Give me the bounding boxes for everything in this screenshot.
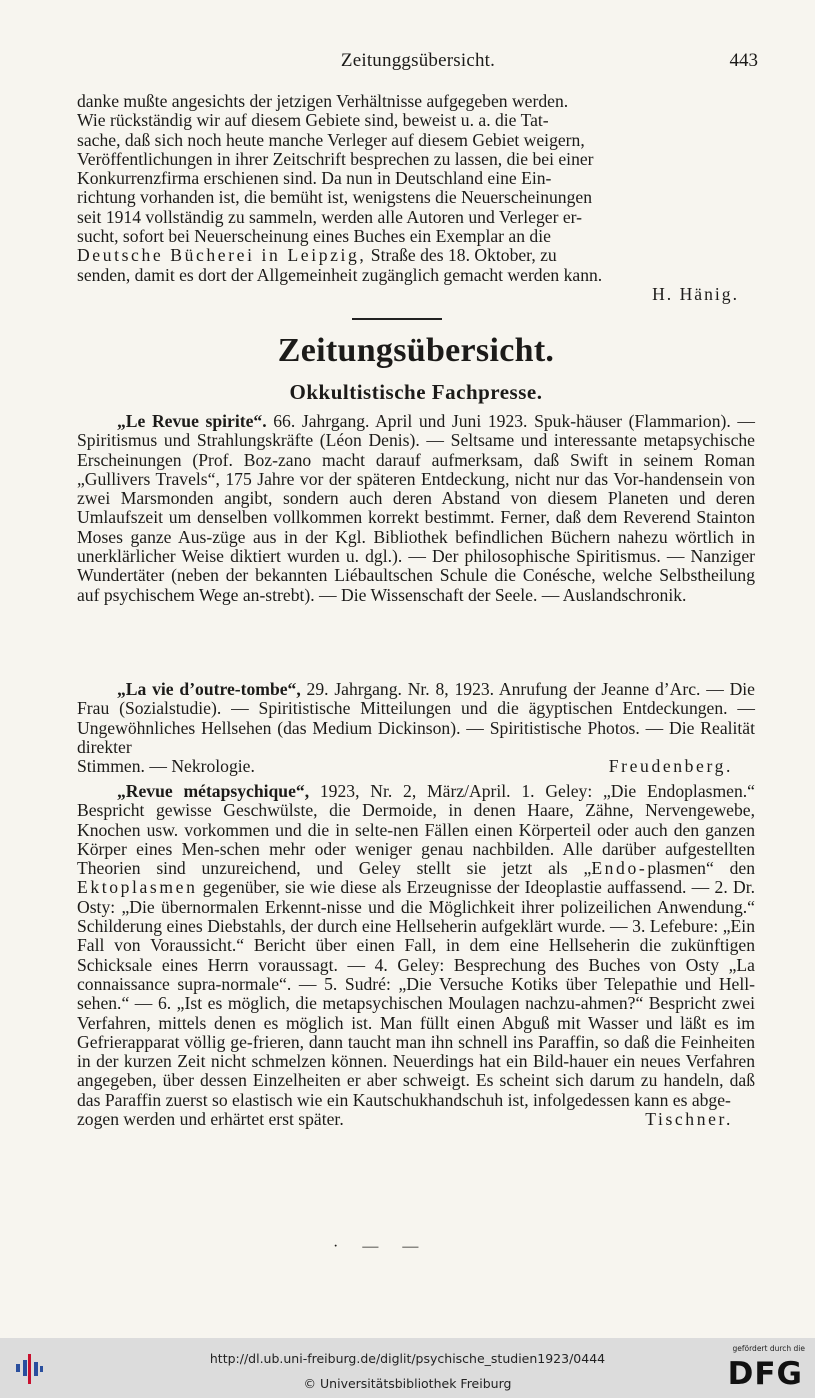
copyright-notice: © Universitätsbibliothek Freiburg (303, 1376, 512, 1391)
journal-title: „La vie d’outre-tombe“, (117, 679, 301, 699)
entry-text-end: zogen werden und erhärtet erst später. (77, 1109, 344, 1130)
intro-line: sucht, sofort bei Neuerscheinung eines Buches ein Exemplar an die (77, 226, 551, 247)
library-name: Deutsche Bücherei in Leipzig, (77, 245, 367, 266)
dfg-logo-text: DFG (727, 1356, 803, 1392)
permalink-url[interactable]: http://dl.ub.uni-freiburg.de/diglit/psychische_studien1923/0444 (209, 1351, 606, 1366)
entry-text: plasmen“ den (647, 858, 755, 879)
intro-paragraph (77, 92, 755, 304)
entry-paragraph (77, 412, 755, 605)
entry-revue-metapsychique (77, 782, 755, 1129)
end-marks: · — — (333, 1238, 429, 1255)
dfg-tagline: gefördert durch die (732, 1344, 805, 1353)
page-number: 443 (729, 50, 758, 71)
intro-line: sache, daß sich noch heute manche Verleger auf diesem Gebiet weigern, (77, 129, 585, 150)
spaced-term: Ektoplasmen (77, 877, 198, 898)
intro-line: Veröffentlichungen in ihrer Zeitschrift besprechen zu lassen, die bei einer (77, 148, 594, 169)
entry-text: gegenüber, sie wie diese als Erzeugnisse der Ideoplastie auffassend. — 2. Dr. Osty: „Die übernormalen Erkennt-nisse und die Möglichkeit ihrer polizeilichen Anwendung.“ Schilderung eines Diebstahls, der durch eine Hellseherin aufgeklärt wurde. — 3. Lefebure: „Ein Fall von Voraussicht.“ Bericht über einen Fall, in dem eine Hellseherin die zukünftigen Schicksale eines Herrn voraussagt. — 4. Geley: Besprechung des Buches von Osty „La connaissance supra-normale“. — 5. Sudré: „Die Versuche Kotiks über Telepathie und Hell-sehen.“ — 6. „Ist es möglich, die metapsychischen Moulagen nachzu-ahmen?“ Bespricht zwei Verfahren, mittels denen es möglich ist. Man füllt einen Abguß mit Wasser und läßt es im Gefrierapparat völlig ge-frieren, dann taucht man ihn schnell ins Paraffin, so daß die Feinheiten in der kurzen Zeit nicht schmelzen können. Neuerdings hat ein Bild-hauer ein neues Verfahren angegeben, über dessen Einzelheiten er aber schweigt. Es scheint sich darum zu handeln, daß das Paraffin zuerst so elastisch wie ein Kautschukhandschuh ist, infolgedessen kann es abge- (77, 877, 755, 1110)
section-divider (352, 318, 442, 320)
entry-text: 1923, Nr. 2, März/April. 1. Geley: „Die Endoplasmen.“ Bespricht gewisse Geschwülste, die Dermoide, in denen Haare, Zähne, Nervengewebe, Knochen usw. vorkommen und die in selte-nen Fällen einen Körperteil oder auch den ganzen Körper eines Men-schen mehr oder weniger genau nachbilden. Alle darüber aufgestellten Theorien sind unzureichend, und Geley stellt sie jetzt als „ (77, 781, 755, 879)
entry-revue-spirite (77, 412, 755, 605)
spaced-term: Endo- (591, 858, 648, 879)
intro-line: richtung vorhanden ist, die bemüht ist, wenigstens die Neuerscheinungen (77, 187, 592, 208)
journal-title: „Le Revue spirite“. (117, 411, 267, 431)
entry-signature: Tischner. (645, 1109, 733, 1130)
journal-title: „Revue métapsychique“, (117, 781, 310, 801)
viewer-footer (0, 1338, 815, 1398)
intro-line: Konkurrenzfirma erschienen sind. Da nun in Deutschland eine Ein- (77, 168, 552, 189)
intro-line: danke mußte angesichts der jetzigen Verhältnisse aufgegeben werden. (77, 91, 569, 111)
entry-paragraph (77, 782, 755, 1110)
intro-line: Wie rückständig wir auf diesem Gebiete sind, beweist u. a. die Tat- (77, 110, 549, 131)
intro-signature: H. Hänig. (652, 283, 739, 304)
intro-line-rest: Straße des 18. Oktober, zu (366, 245, 557, 266)
dfg-logo (715, 1344, 805, 1394)
running-title: Zeitunggsübersicht. (340, 50, 496, 71)
entry-last-line (77, 757, 755, 776)
intro-line (77, 246, 755, 265)
section-subtitle: Okkultistische Fachpresse. (289, 380, 543, 404)
entry-text-end: Stimmen. — Nekrologie. (77, 756, 255, 777)
entry-last-line (77, 1110, 755, 1129)
section-title: Zeitungsübersicht. (277, 332, 555, 369)
running-head (78, 50, 758, 76)
entry-text: 29. Jahrgang. Nr. 8, 1923. Anrufung der Jeanne d’Arc. — Die Frau (Sozialstudie). — Spiritistische Mitteilungen und die ägyptischen Entdeckungen. — Ungewöhnliches Hellsehen (das Medium Dickinson). — Spiritistische Photos. — Die Realität direkter (77, 679, 755, 757)
entry-vie-outre-tombe (77, 680, 755, 776)
entry-text: 66. Jahrgang. April und Juni 1923. Spuk-häuser (Flammarion). — Spiritismus und Strahlungskräfte (Léon Denis). — Seltsame und interessante metapsychische Erscheinungen (Prof. Boz-zano macht darauf aufmerksam, daß Swift in seinem Roman „Gullivers Travels“, 175 Jahre vor der späteren Entdeckung, nicht nur das Vor-handensein von zwei Marsmonden angibt, sondern auch deren Abstand von diesem Planeten und deren Umlaufszeit um denselben vollkommen korrekt bestimmt. Ferner, daß dem Reverend Stainton Moses ganze Aus-züge aus in der Kgl. Bibliothek befindlichen Büchern nahezu wörtlich in unerklärlicher Weise diktiert wurden u. dgl.). — Der philosophische Spiritismus. — Nanziger Wundertäter (neben der bekannten Liébaultschen Schule die Conésche, welche Selbstheilung auf psychischem Wege an-strebt). — Die Wissenschaft der Seele. — Auslandschronik. (77, 411, 755, 605)
entry-paragraph (77, 680, 755, 757)
entry-signature: Freudenberg. (608, 756, 733, 777)
intro-line: senden, damit es dort der Allgemeinheit zugänglich gemacht werden kann. (77, 264, 603, 285)
intro-line: seit 1914 vollständig zu sammeln, werden alle Autoren und Verleger er- (77, 206, 583, 227)
